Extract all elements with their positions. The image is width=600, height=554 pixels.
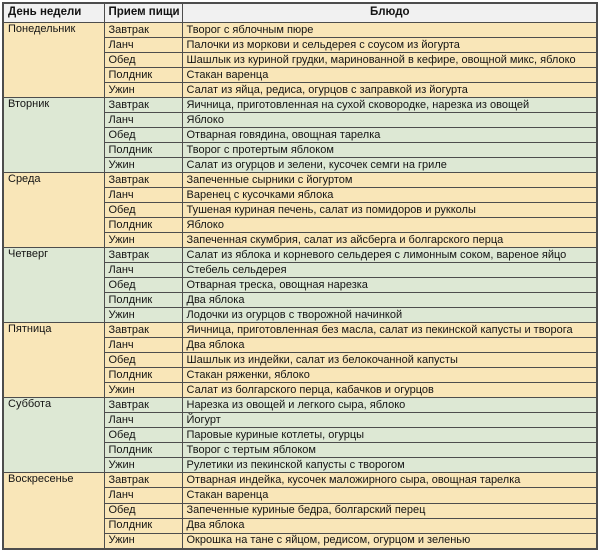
- dish-cell: Палочки из моркови и сельдерея с соусом из йогурта: [182, 38, 597, 53]
- meal-cell: Завтрак: [104, 323, 182, 338]
- dish-cell: Шашлык из куриной грудки, маринованной в кефире, овощной микс, яблоко: [182, 53, 597, 68]
- header-row: [3, 3, 597, 23]
- dish-cell: Стакан варенца: [182, 68, 597, 83]
- dish-cell: Лодочки из огурцов с творожной начинкой: [182, 308, 597, 323]
- meal-row: [3, 98, 597, 113]
- meal-cell: Ужин: [104, 458, 182, 473]
- dish-cell: Отварная говядина, овощная тарелка: [182, 128, 597, 143]
- dish-cell: Яблоко: [182, 113, 597, 128]
- dish-cell: Запеченные куриные бедра, болгарский перец: [182, 503, 597, 518]
- meal-cell: Ужин: [104, 308, 182, 323]
- dish-cell: Тушеная куриная печень, салат из помидоров и рукколы: [182, 203, 597, 218]
- dish-cell: Запеченная скумбрия, салат из айсберга и болгарского перца: [182, 233, 597, 248]
- dish-cell: Запеченные сырники с йогуртом: [182, 173, 597, 188]
- day-cell: Вторник: [3, 98, 104, 173]
- meal-cell: Ужин: [104, 83, 182, 98]
- meal-cell: Ужин: [104, 233, 182, 248]
- dish-cell: Салат из яйца, редиса, огурцов с заправкой из йогурта: [182, 83, 597, 98]
- meal-cell: Завтрак: [104, 23, 182, 38]
- meal-row: [3, 473, 597, 488]
- dish-cell: Рулетики из пекинской капусты с творогом: [182, 458, 597, 473]
- header-day: День недели: [3, 3, 104, 23]
- meal-row: [3, 23, 597, 38]
- meal-cell: Завтрак: [104, 473, 182, 488]
- meal-row: [3, 398, 597, 413]
- meal-cell: Ужин: [104, 533, 182, 549]
- meal-cell: Обед: [104, 53, 182, 68]
- dish-cell: Салат из яблока и корневого сельдерея с лимонным соком, вареное яйцо: [182, 248, 597, 263]
- dish-cell: Стакан варенца: [182, 488, 597, 503]
- day-cell: Понедельник: [3, 23, 104, 98]
- meal-row: [3, 173, 597, 188]
- meal-cell: Полдник: [104, 443, 182, 458]
- meal-table-body: [3, 23, 597, 550]
- meal-cell: Обед: [104, 203, 182, 218]
- table-header: [3, 3, 597, 23]
- meal-cell: Ланч: [104, 188, 182, 203]
- day-cell: Пятница: [3, 323, 104, 398]
- meal-cell: Завтрак: [104, 398, 182, 413]
- dish-cell: Салат из болгарского перца, кабачков и огурцов: [182, 383, 597, 398]
- day-cell: Среда: [3, 173, 104, 248]
- dish-cell: Два яблока: [182, 518, 597, 533]
- meal-cell: Завтрак: [104, 173, 182, 188]
- header-dish: Блюдо: [182, 3, 597, 23]
- dish-cell: Два яблока: [182, 338, 597, 353]
- meal-cell: Ланч: [104, 338, 182, 353]
- meal-cell: Обед: [104, 278, 182, 293]
- dish-cell: Отварная индейка, кусочек маложирного сыра, овощная тарелка: [182, 473, 597, 488]
- dish-cell: Отварная треска, овощная нарезка: [182, 278, 597, 293]
- meal-cell: Ланч: [104, 113, 182, 128]
- meal-cell: Ужин: [104, 383, 182, 398]
- meal-cell: Полдник: [104, 293, 182, 308]
- meal-row: [3, 323, 597, 338]
- dish-cell: Яичница, приготовленная без масла, салат из пекинской капусты и творога: [182, 323, 597, 338]
- dish-cell: Окрошка на тане с яйцом, редисом, огурцом и зеленью: [182, 533, 597, 549]
- meal-cell: Полдник: [104, 518, 182, 533]
- dish-cell: Стебель сельдерея: [182, 263, 597, 278]
- meal-row: [3, 248, 597, 263]
- dish-cell: Шашлык из индейки, салат из белокочанной капусты: [182, 353, 597, 368]
- meal-cell: Ланч: [104, 38, 182, 53]
- meal-cell: Ланч: [104, 488, 182, 503]
- meal-cell: Завтрак: [104, 248, 182, 263]
- dish-cell: Стакан ряженки, яблоко: [182, 368, 597, 383]
- meal-plan-table: [2, 2, 598, 550]
- dish-cell: Яичница, приготовленная на сухой сковородке, нарезка из овощей: [182, 98, 597, 113]
- dish-cell: Нарезка из овощей и легкого сыра, яблоко: [182, 398, 597, 413]
- dish-cell: Йогурт: [182, 413, 597, 428]
- day-cell: Воскресенье: [3, 473, 104, 549]
- header-meal: Прием пищи: [104, 3, 182, 23]
- dish-cell: Творог с протертым яблоком: [182, 143, 597, 158]
- day-cell: Суббота: [3, 398, 104, 473]
- dish-cell: Яблоко: [182, 218, 597, 233]
- meal-cell: Полдник: [104, 143, 182, 158]
- dish-cell: Варенец с кусочками яблока: [182, 188, 597, 203]
- meal-cell: Полдник: [104, 218, 182, 233]
- dish-cell: Творог с яблочным пюре: [182, 23, 597, 38]
- meal-cell: Обед: [104, 428, 182, 443]
- day-cell: Четверг: [3, 248, 104, 323]
- dish-cell: Два яблока: [182, 293, 597, 308]
- meal-cell: Полдник: [104, 68, 182, 83]
- dish-cell: Творог с тертым яблоком: [182, 443, 597, 458]
- meal-cell: Ланч: [104, 413, 182, 428]
- meal-cell: Обед: [104, 353, 182, 368]
- meal-cell: Ланч: [104, 263, 182, 278]
- meal-cell: Полдник: [104, 368, 182, 383]
- meal-cell: Ужин: [104, 158, 182, 173]
- meal-cell: Обед: [104, 128, 182, 143]
- meal-cell: Обед: [104, 503, 182, 518]
- dish-cell: Салат из огурцов и зелени, кусочек семги на гриле: [182, 158, 597, 173]
- meal-cell: Завтрак: [104, 98, 182, 113]
- dish-cell: Паровые куриные котлеты, огурцы: [182, 428, 597, 443]
